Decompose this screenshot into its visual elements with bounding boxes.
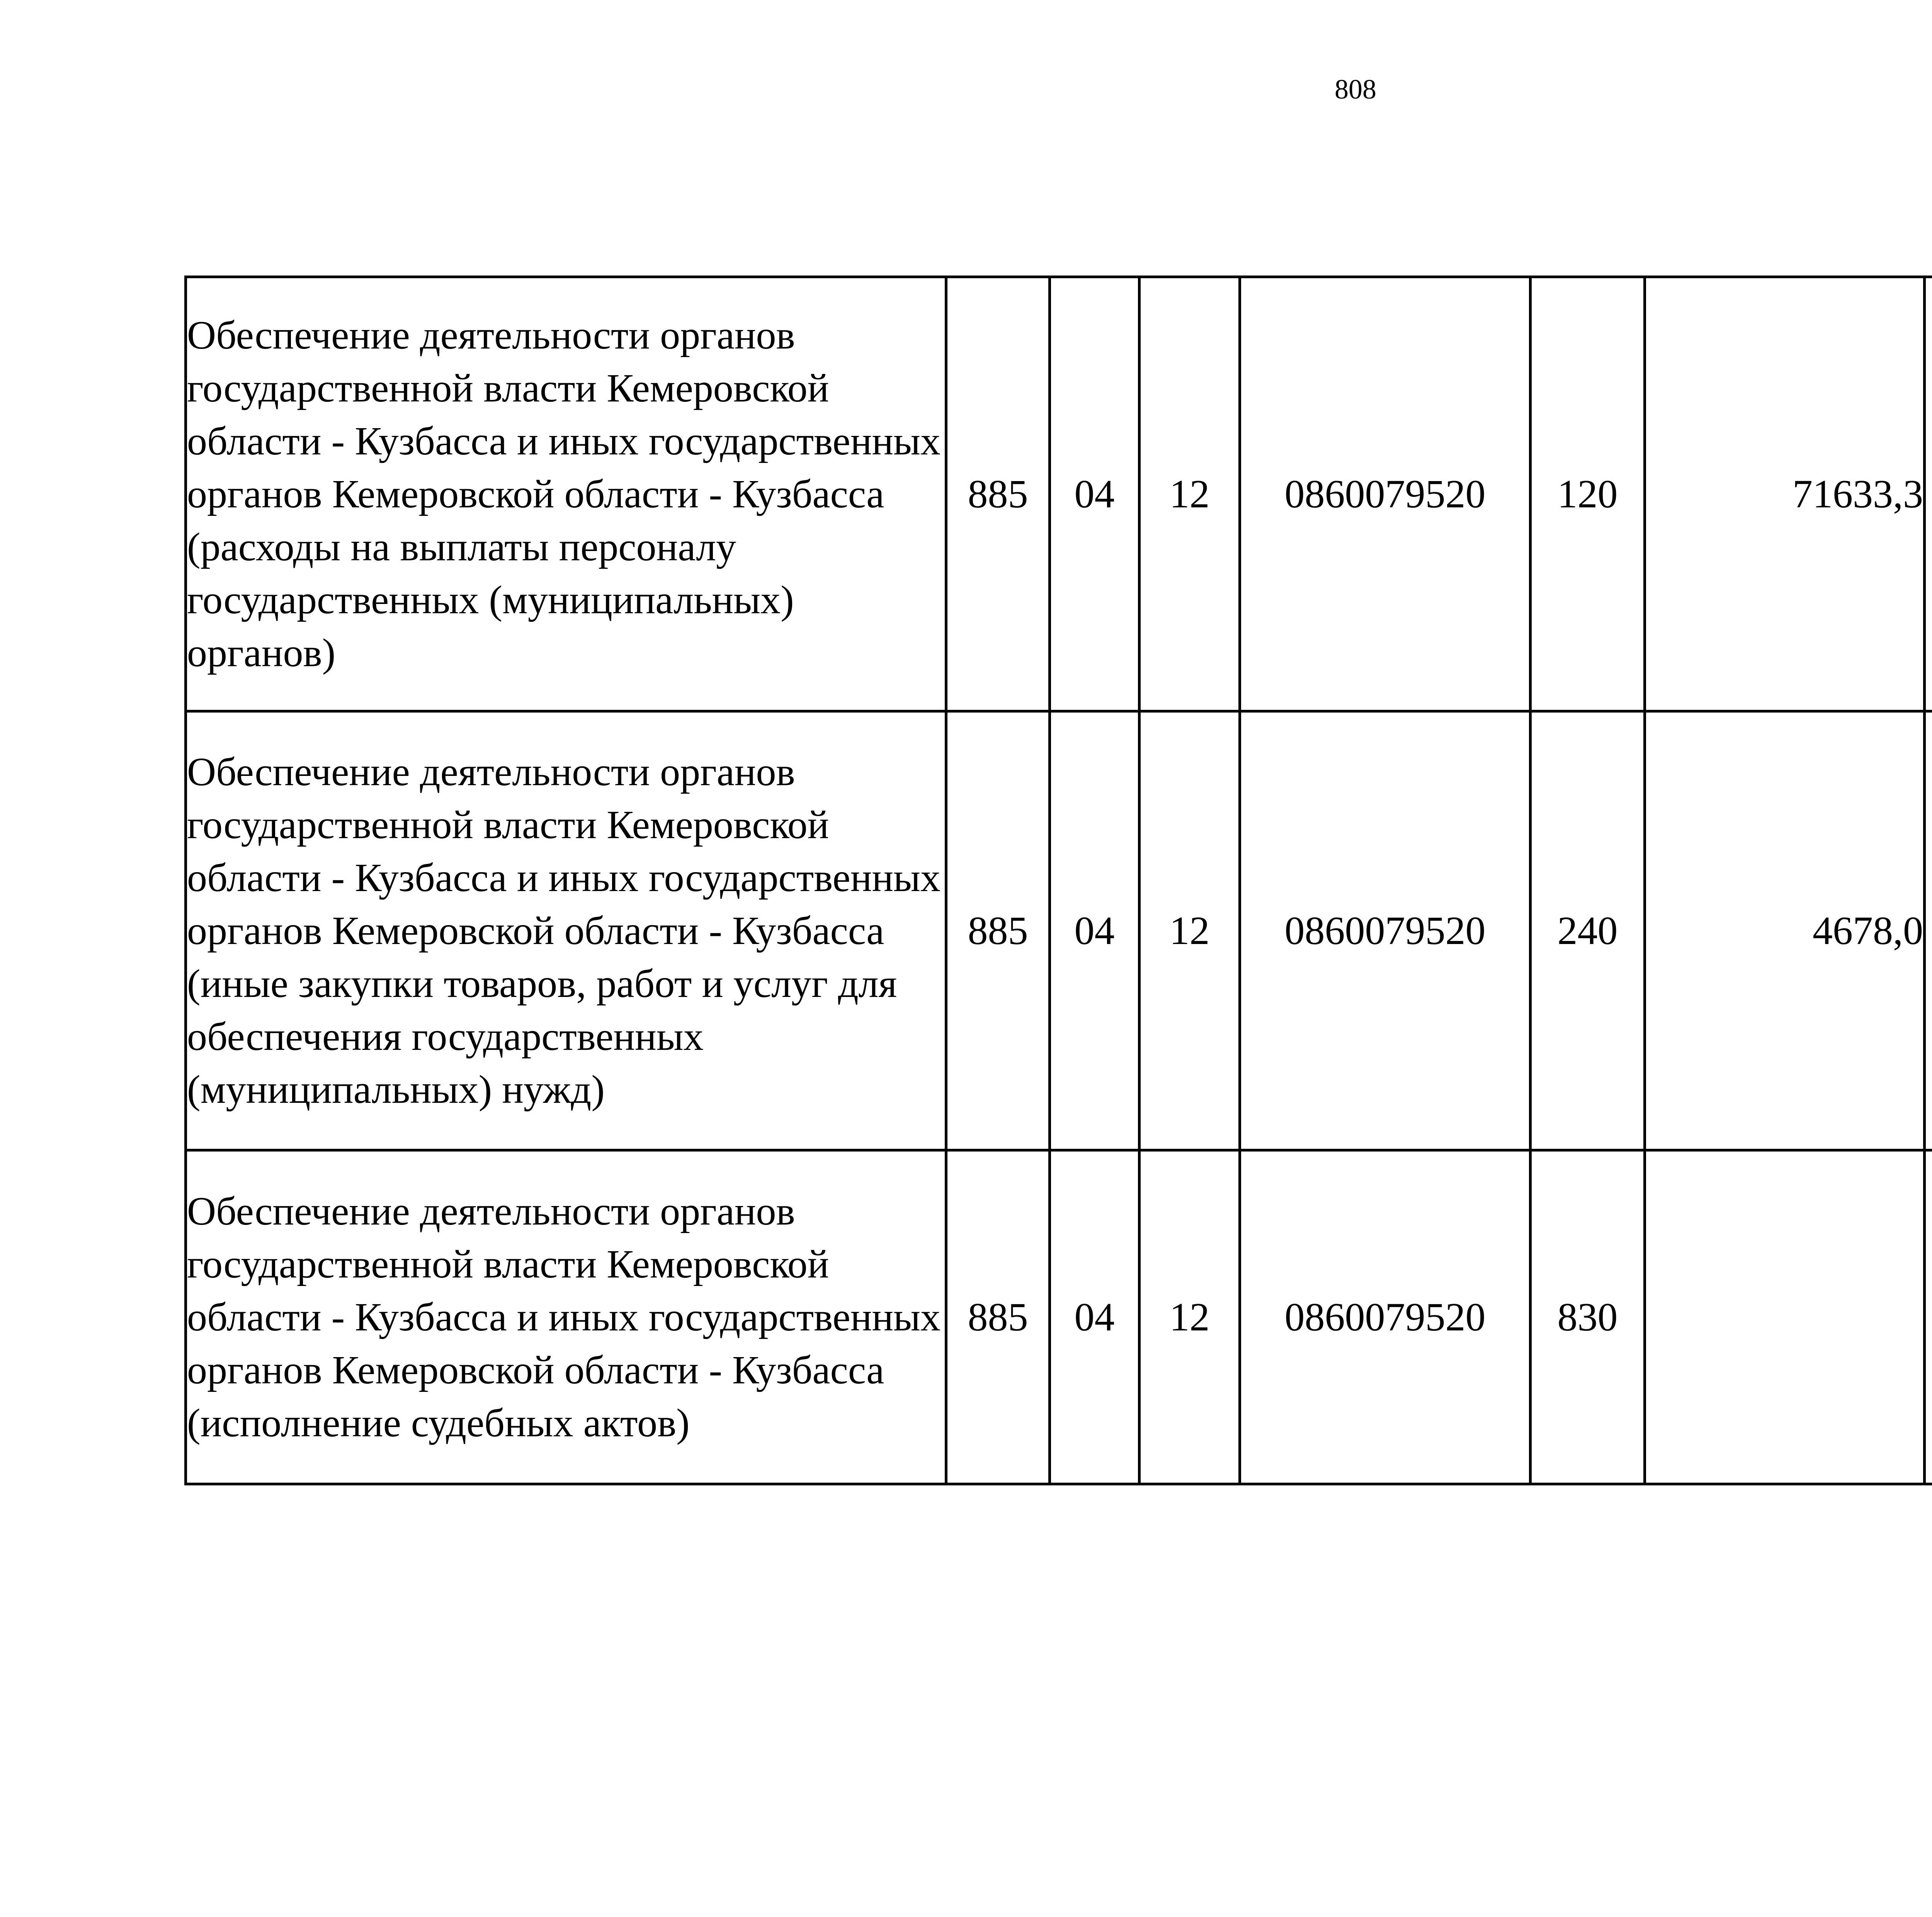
table-row xyxy=(186,1150,1932,1484)
target-article-code: 0860079520 xyxy=(1240,277,1531,711)
row-description: Обеспечение деятельности органов государственной власти Кемеровской области - Кузбасса и иных государственных органов Кемеровской области - Кузбасса (исполнение судебных актов) xyxy=(186,1150,946,1484)
amount-1 xyxy=(1645,1150,1925,1484)
target-article-code: 0860079520 xyxy=(1240,711,1531,1150)
subsection-code: 12 xyxy=(1139,277,1240,711)
row-description: Обеспечение деятельности органов государственной власти Кемеровской области - Кузбасса и иных государственных органов Кемеровской области - Кузбасса (иные закупки товаров, работ и услуг для обеспечения государственных (муниципальных) нужд) xyxy=(186,711,946,1150)
target-article-code: 0860079520 xyxy=(1240,1150,1531,1484)
section-code: 04 xyxy=(1050,711,1139,1150)
budget-table xyxy=(184,276,1932,1485)
amount-1: 4678,0 xyxy=(1645,711,1925,1150)
expense-type-code: 830 xyxy=(1531,1150,1645,1484)
page-number: 808 xyxy=(1335,74,1376,105)
amount-2 xyxy=(1925,277,1932,711)
section-code: 04 xyxy=(1050,1150,1139,1484)
table-row xyxy=(186,711,1932,1150)
row-description: Обеспечение деятельности органов государственной власти Кемеровской области - Кузбасса и иных государственных органов Кемеровской области - Кузбасса (расходы на выплаты персоналу государственных (муниципальных) органов) xyxy=(186,277,946,711)
section-code: 04 xyxy=(1050,277,1139,711)
table-row xyxy=(186,277,1932,711)
subsection-code: 12 xyxy=(1139,1150,1240,1484)
subsection-code: 12 xyxy=(1139,711,1240,1150)
amount-1: 71633,3 xyxy=(1645,277,1925,711)
amount-2 xyxy=(1925,711,1932,1150)
expense-type-code: 240 xyxy=(1531,711,1645,1150)
expense-type-code: 120 xyxy=(1531,277,1645,711)
ministry-code: 885 xyxy=(946,1150,1050,1484)
amount-2 xyxy=(1925,1150,1932,1484)
ministry-code: 885 xyxy=(946,277,1050,711)
ministry-code: 885 xyxy=(946,711,1050,1150)
